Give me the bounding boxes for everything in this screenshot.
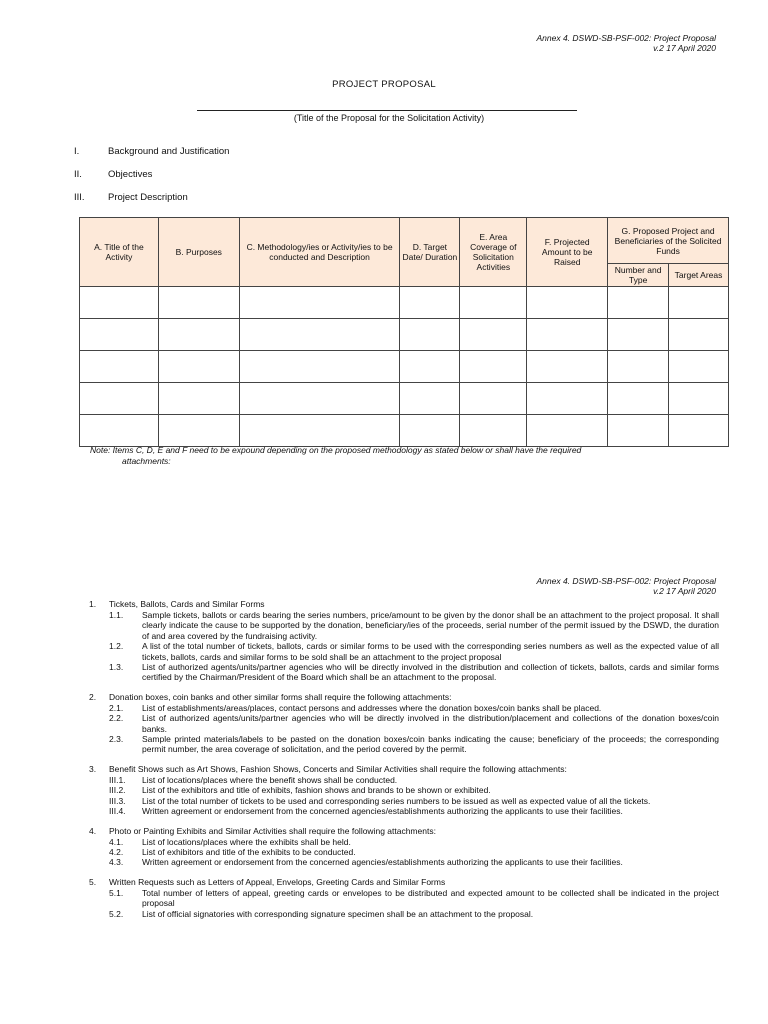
sub-item-number: 4.2. (109, 846, 124, 857)
title-blank-line (197, 110, 577, 111)
sub-item (89, 610, 719, 641)
sub-item-text: Written agreement or endorsement from the concerned agencies/establishments authorizing the applicants to use their facilities. (142, 857, 623, 868)
sub-item-text: Sample printed materials/labels to be pasted on the donation boxes/coin banks indicating the cause; beneficiary of the proceeds; the corresponding permit number, the area coverage of solicitation, and the period covered by the permit. (142, 734, 719, 755)
sub-item (89, 806, 719, 816)
sub-item-text: List of the total number of tickets to be used and corresponding series numbers to be issued as well as expected value of all the tickets. (142, 795, 651, 806)
sub-item (89, 734, 719, 755)
table-row (80, 383, 729, 415)
section-item (74, 192, 229, 215)
item-number: 3. (89, 763, 97, 774)
list-item (89, 692, 719, 755)
sub-item-text: A list of the total number of tickets, ballots, cards or similar forms to be used with the corresponding series numbers as well as the expected value of all tickets, ballots, cards and similar forms to be sold shall be an attachment to the project proposal (142, 641, 719, 662)
sub-item-text: List of authorized agents/units/partner agencies who will be directly involved in the distribution and collection of tickets, ballots, cards and similar forms certified by the Chairman/President of the Board which shall be an attachment to the proposal. (142, 662, 719, 683)
header-area-coverage: E. Area Coverage of Solicitation Activities (460, 218, 527, 287)
sub-item-text: List of exhibitors and title of the exhibits to be conducted. (142, 846, 356, 857)
table-row (80, 319, 729, 351)
sub-item-number: 4.3. (109, 857, 124, 868)
sub-item-number: III.3. (109, 795, 126, 806)
sub-item (89, 713, 719, 734)
sub-item (89, 837, 719, 847)
header-projected-amount: F. Projected Amount to be Raised (527, 218, 608, 287)
note-line-1: Note: Items C, D, E and F need to be expound depending on the proposed methodology as stated below or shall have the required (90, 445, 582, 455)
section-label: Project Description (108, 192, 188, 203)
list-item (89, 826, 719, 868)
section-list (74, 146, 229, 215)
table-row (80, 351, 729, 383)
annex-line-2: v.2 17 April 2020 (653, 43, 716, 53)
title-hint: (Title of the Proposal for the Solicitation Activity) (293, 113, 485, 123)
item-title: Photo or Painting Exhibits and Similar Activities shall require the following attachments: (109, 825, 436, 836)
sub-item-text: List of establishments/areas/places, contact persons and addresses where the donation boxes/coin banks shall be placed. (142, 702, 602, 713)
page-two (0, 566, 768, 1024)
sub-item-text: List of official signatories with corresponding signature specimen shall be an attachment to the proposal. (142, 908, 534, 919)
header-number-and-type: Number and Type (608, 264, 669, 287)
sub-item-text: Written agreement or endorsement from the concerned agencies/establishments authorizing the applicants to use their facilities. (142, 806, 623, 817)
sub-item-number: 1.1. (109, 610, 124, 620)
annex-line-1: Annex 4. DSWD-SB-PSF-002: Project Proposal (536, 576, 716, 586)
header-target-areas: Target Areas (669, 264, 729, 287)
sub-item (89, 796, 719, 806)
sub-item-number: 1.3. (109, 662, 124, 673)
note (90, 445, 690, 467)
annex-header (536, 576, 716, 596)
list-item (89, 764, 719, 817)
sub-item-number: 5.1. (109, 887, 124, 898)
sub-item-number: 2.3. (109, 734, 124, 745)
item-number: 5. (89, 876, 97, 887)
sub-item-number: 1.2. (109, 641, 124, 652)
sub-item-text: List of locations/places where the benefit shows shall be conducted. (142, 774, 398, 785)
sub-item (89, 641, 719, 662)
note-line-2: attachments: (122, 456, 171, 466)
sub-item-number: III.2. (109, 785, 126, 796)
item-title: Benefit Shows such as Art Shows, Fashion Shows, Concerts and Similar Activities shall require the following attachments: (109, 763, 567, 774)
sub-item (89, 888, 719, 909)
sub-item (89, 775, 719, 785)
sub-item-number: III.4. (109, 806, 126, 817)
item-number: 4. (89, 825, 97, 836)
sub-item-text: List of authorized agents/units/partner agencies who will be directly involved in the distribution/placement and collections of the donation boxes/coin banks. (142, 713, 719, 734)
section-label: Background and Justification (108, 146, 230, 157)
sub-item-number: 2.1. (109, 702, 124, 713)
item-title: Tickets, Ballots, Cards and Similar Forms (109, 599, 265, 609)
sub-item (89, 785, 719, 795)
sub-item-number: 2.2. (109, 713, 124, 724)
sub-item-text: List of the exhibitors and title of exhibits, fashion shows and brands to be shown or exhibited. (142, 785, 491, 796)
annex-line-1: Annex 4. DSWD-SB-PSF-002: Project Proposal (536, 33, 716, 43)
header-methodology: C. Methodology/ies or Activity/ies to be conducted and Description (239, 218, 400, 287)
section-number: II. (74, 169, 82, 180)
item-title: Donation boxes, coin banks and other similar forms shall require the following attachments: (109, 691, 452, 702)
sub-item-text: Sample tickets, ballots or cards bearing the series numbers, price/amount to be given by the donor shall be an attachment to the project proposal. It shall clearly indicate the cause to be supported by the donation, beneficiary/ies of the proceeds, serial number of the permit issued by the DSWD, the duration of and area covered by the fundraising activity. (142, 610, 719, 641)
sub-item-number: III.1. (109, 774, 126, 785)
header-target-date: D. Target Date/ Duration (400, 218, 460, 287)
document-title: PROJECT PROPOSAL (332, 79, 436, 90)
sub-item (89, 909, 719, 919)
section-item (74, 169, 229, 192)
sub-item-number: 5.2. (109, 908, 124, 919)
sub-item-number: 4.1. (109, 836, 124, 847)
sub-item-text: List of locations/places where the exhibits shall be held. (142, 836, 351, 847)
project-description-table (79, 217, 729, 447)
section-label: Objectives (108, 169, 153, 180)
header-purposes: B. Purposes (158, 218, 239, 287)
sub-item (89, 857, 719, 867)
sub-item (89, 703, 719, 713)
section-item (74, 146, 229, 169)
annex-header (536, 33, 716, 53)
item-title: Written Requests such as Letters of Appeal, Envelops, Greeting Cards and Similar Forms (109, 876, 446, 887)
header-proposed-project: G. Proposed Project and Beneficiaries of the Solicited Funds (608, 218, 729, 264)
list-item (89, 599, 719, 683)
list-item (89, 877, 719, 919)
section-number: I. (74, 146, 80, 157)
sub-item (89, 847, 719, 857)
item-number: 1. (89, 599, 97, 609)
annex-line-2: v.2 17 April 2020 (653, 586, 716, 596)
header-title-of-activity: A. Title of the Activity (80, 218, 159, 287)
sub-item (89, 662, 719, 683)
section-number: III. (74, 192, 85, 203)
table-row (80, 415, 729, 447)
table-row (80, 287, 729, 319)
item-number: 2. (89, 691, 97, 702)
requirements-list (89, 599, 719, 928)
sub-item-text: Total number of letters of appeal, greeting cards or envelopes to be distributed and expected amount to be collected shall be indicated in the project proposal (142, 887, 719, 909)
